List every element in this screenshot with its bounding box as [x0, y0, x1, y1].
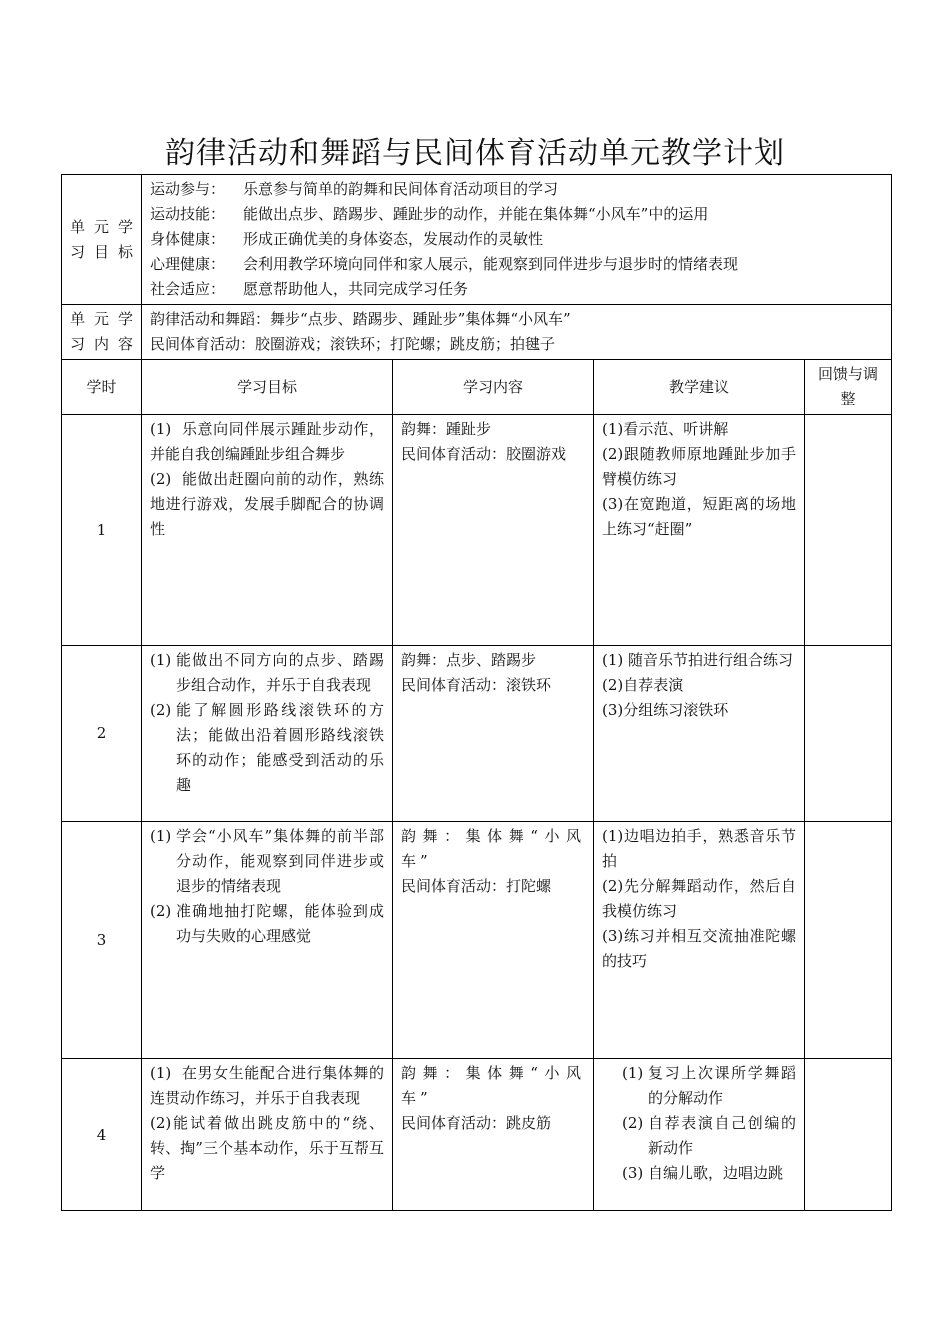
content-line: 民间体育活动：胶圈游戏；滚铁环；打陀螺；跳皮筋；拍毽子 [150, 335, 556, 353]
content-item: 韵舞：踵趾步 [401, 420, 492, 438]
goals-cell [142, 822, 393, 1059]
list-item [622, 1111, 796, 1161]
hour-cell: 3 [62, 822, 142, 1059]
unit-goals-label: 单 元 学 习目标 [62, 175, 142, 305]
table-row [62, 415, 892, 646]
header-feedback: 回馈与调整 [805, 360, 892, 415]
item-text: 能了解圆形路线滚铁环的方法；能做出沿着圆形路线滚铁环的动作；能感受到活动的乐趣 [176, 701, 384, 794]
content-item: 民间体育活动：跳皮筋 [401, 1114, 552, 1132]
list-item [602, 824, 796, 874]
header-advice: 教学建议 [594, 360, 805, 415]
unit-goals-row [62, 175, 892, 305]
content-line: 韵律活动和舞蹈：舞步“点步、踏踢步、踵趾步”集体舞“小风车” [150, 310, 571, 328]
item-text: 学会“小风车”集体舞的前半部分动作，能观察到同伴进步或退步的情绪表现 [176, 827, 384, 895]
list-item [150, 417, 384, 467]
unit-content-row [62, 305, 892, 360]
item-number: (2) [150, 470, 172, 488]
item-text: 分组练习滚铁环 [623, 701, 729, 719]
list-item [602, 442, 796, 492]
goal-line [150, 177, 883, 202]
table-row [62, 822, 892, 1059]
goal-value: 形成正确优美的身体姿态，发展动作的灵敏性 [243, 230, 544, 248]
item-text: 在宽跑道，短距离的场地上练习“赶圈” [602, 495, 796, 538]
content-cell [393, 1059, 594, 1211]
item-text: 看示范、听讲解 [623, 420, 729, 438]
content-cell [393, 822, 594, 1059]
item-text: 乐意向同伴展示踵趾步动作，并能自我创编踵趾步组合舞步 [150, 420, 384, 463]
list-item [150, 698, 384, 798]
item-number: (2) [622, 1114, 644, 1132]
item-number: (2) [602, 877, 624, 895]
content-item: 韵舞：集体舞“小风车” [401, 1064, 585, 1107]
item-text: 自荐表演 [623, 676, 684, 694]
content-item: 民间体育活动：滚铁环 [401, 676, 552, 694]
hour-cell: 1 [62, 415, 142, 646]
header-content: 学习内容 [393, 360, 594, 415]
unit-content-label: 单 元 学 习内容 [62, 305, 142, 360]
goal-value: 愿意帮助他人，共同完成学习任务 [243, 280, 469, 298]
feedback-cell [805, 415, 892, 646]
content-cell [393, 646, 594, 822]
list-item [602, 492, 796, 542]
goal-line [150, 227, 883, 252]
item-number: (2) [602, 676, 624, 694]
list-item [602, 648, 796, 673]
item-number: (2) [150, 701, 172, 719]
goal-value: 能做出点步、踏踢步、踵趾步的动作，并能在集体舞“小风车”中的运用 [243, 205, 709, 223]
list-item [622, 1161, 796, 1186]
table-row [62, 646, 892, 822]
item-text: 先分解舞蹈动作，然后自我模仿练习 [602, 877, 796, 920]
item-text: 准确地抽打陀螺，能体验到成功与失败的心理感觉 [176, 902, 384, 945]
feedback-cell [805, 822, 892, 1059]
page-title: 韵律活动和舞蹈与民间体育活动单元教学计划 [165, 136, 785, 171]
goals-cell [142, 1059, 393, 1211]
item-text: 自荐表演自己创编的新动作 [648, 1114, 796, 1157]
content-item: 民间体育活动：胶圈游戏 [401, 445, 567, 463]
advice-cell [594, 646, 805, 822]
item-number: (3) [602, 927, 624, 945]
list-item [602, 417, 796, 442]
item-text: 跟随教师原地踵趾步加手臂模仿练习 [602, 445, 796, 488]
item-text: 能试着做出跳皮筋中的“绕、转、掏”三个基本动作，乐于互帮互学 [150, 1114, 384, 1182]
list-item [602, 698, 796, 723]
goal-value: 会利用教学环境向同伴和家人展示，能观察到同伴进步与退步时的情绪表现 [243, 255, 739, 273]
feedback-cell [805, 646, 892, 822]
hour-cell: 4 [62, 1059, 142, 1211]
item-text: 自编儿歌，边唱边跳 [648, 1164, 784, 1182]
item-text: 边唱边拍手，熟悉音乐节拍 [602, 827, 796, 870]
item-number: (1) [150, 420, 172, 438]
goal-key: 社会适应： [150, 280, 226, 298]
list-item [602, 874, 796, 924]
item-text: 练习并相互交流抽准陀螺的技巧 [602, 927, 796, 970]
list-item [150, 824, 384, 899]
item-number: (3) [602, 495, 624, 513]
goal-value: 乐意参与简单的韵舞和民间体育活动项目的学习 [243, 180, 559, 198]
goals-cell [142, 646, 393, 822]
item-number: (1) [150, 651, 172, 669]
unit-content-list [142, 305, 892, 360]
goal-key: 心理健康： [150, 255, 226, 273]
unit-goals-list [142, 175, 892, 305]
goal-line [150, 252, 883, 277]
list-item [602, 673, 796, 698]
advice-cell [594, 1059, 805, 1211]
goal-key: 运动参与： [150, 180, 226, 198]
hour-cell: 2 [62, 646, 142, 822]
item-text: 随音乐节拍进行组合练习 [628, 651, 794, 669]
content-item: 韵舞：点步、踏踢步 [401, 651, 537, 669]
item-number: (3) [622, 1164, 644, 1182]
advice-cell [594, 822, 805, 1059]
goal-line [150, 277, 883, 302]
goal-line [150, 202, 883, 227]
list-item [622, 1061, 796, 1111]
item-number: (2) [150, 1114, 172, 1132]
goal-key: 身体健康： [150, 230, 226, 248]
header-goals: 学习目标 [142, 360, 393, 415]
list-item [602, 924, 796, 974]
item-number: (1) [602, 651, 624, 669]
teaching-plan-table [61, 174, 892, 1211]
item-number: (1) [602, 420, 624, 438]
header-row [62, 360, 892, 415]
list-item [150, 467, 384, 542]
item-number: (1) [622, 1064, 644, 1082]
list-item [150, 899, 384, 949]
item-number: (3) [602, 701, 624, 719]
item-number: (1) [602, 827, 624, 845]
item-number: (1) [150, 827, 172, 845]
content-item: 民间体育活动：打陀螺 [401, 877, 552, 895]
item-text: 复习上次课所学舞蹈的分解动作 [648, 1064, 796, 1107]
item-text: 能做出赶圈向前的动作，熟练地进行游戏，发展手脚配合的协调性 [150, 470, 384, 538]
feedback-cell [805, 1059, 892, 1211]
list-item [150, 648, 384, 698]
content-item: 韵舞：集体舞“小风车” [401, 827, 585, 870]
header-hour: 学时 [62, 360, 142, 415]
item-text: 在男女生能配合进行集体舞的连贯动作练习，并乐于自我表现 [150, 1064, 384, 1107]
list-item [150, 1111, 384, 1186]
goals-cell [142, 415, 393, 646]
item-text: 能做出不同方向的点步、踏踢步组合动作，并乐于自我表现 [176, 651, 384, 694]
item-number: (2) [150, 902, 172, 920]
list-item [150, 1061, 384, 1111]
goal-key: 运动技能： [150, 205, 226, 223]
content-cell [393, 415, 594, 646]
advice-cell [594, 415, 805, 646]
table-row [62, 1059, 892, 1211]
item-number: (1) [150, 1064, 172, 1082]
item-number: (2) [602, 445, 624, 463]
